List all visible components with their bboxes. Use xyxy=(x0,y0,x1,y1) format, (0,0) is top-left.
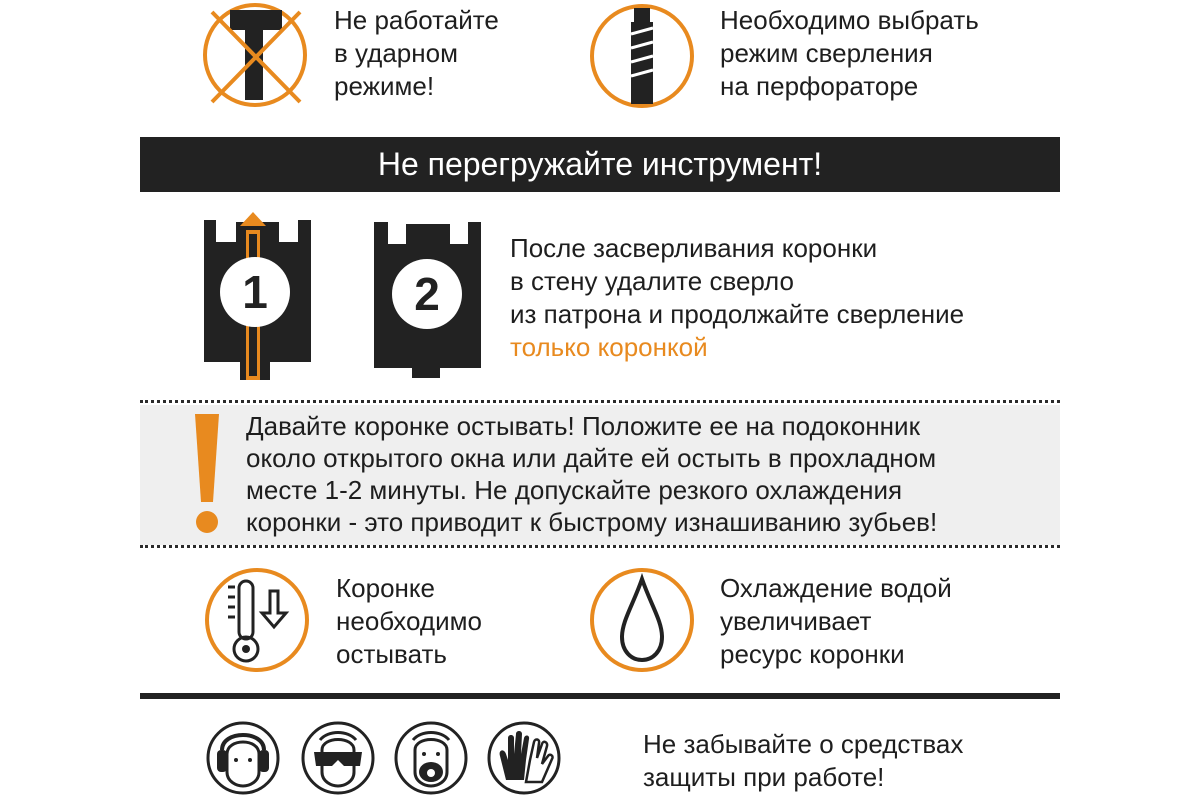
thermometer-icon xyxy=(202,565,312,675)
dotted-divider-bottom xyxy=(140,545,1060,548)
step-1-number: 1 xyxy=(242,266,268,318)
dotted-divider-top xyxy=(140,400,1060,403)
safety-goggles-icon xyxy=(300,720,376,796)
steps-highlight-text: только коронкой xyxy=(510,332,708,362)
exclamation-icon xyxy=(190,410,224,534)
gloves-icon xyxy=(486,720,562,796)
steps-text: После засверливания коронки в стену удалите сверло из патрона и продолжайте сверление xyxy=(510,233,965,329)
core-bit-only-icon xyxy=(370,218,485,378)
step-2-number: 2 xyxy=(414,268,440,320)
water-drop-icon xyxy=(587,565,697,675)
core-bit-with-drill-icon xyxy=(200,212,315,382)
respirator-icon xyxy=(393,720,469,796)
no-impact-mode-text: Не работайте в ударном режиме! xyxy=(334,5,499,101)
steps-instruction xyxy=(510,232,964,364)
divider-rule xyxy=(140,693,1060,699)
no-hammer-icon xyxy=(200,0,310,110)
drill-mode-text: Необходимо выбрать режим сверления на перфораторе xyxy=(720,5,979,101)
water-cooling-text: Охлаждение водой увеличивает ресурс коронки xyxy=(720,573,952,669)
protection-text: Не забывайте о средствах защиты при работе! xyxy=(643,729,964,792)
drill-bit-icon xyxy=(587,4,697,114)
bit-cooling-text: Коронке необходимо остывать xyxy=(336,573,482,669)
ear-protection-icon xyxy=(205,720,281,796)
overload-banner: Не перегружайте инструмент! xyxy=(140,137,1060,192)
warning-text: Давайте коронке остывать! Положите ее на подоконник около открытого окна или дайте ей остыть в прохладном месте 1-2 минуты. Не допускайте резкого охлаждения коронки - это приводит к быстрому изнашиванию зубьев! xyxy=(246,411,938,537)
